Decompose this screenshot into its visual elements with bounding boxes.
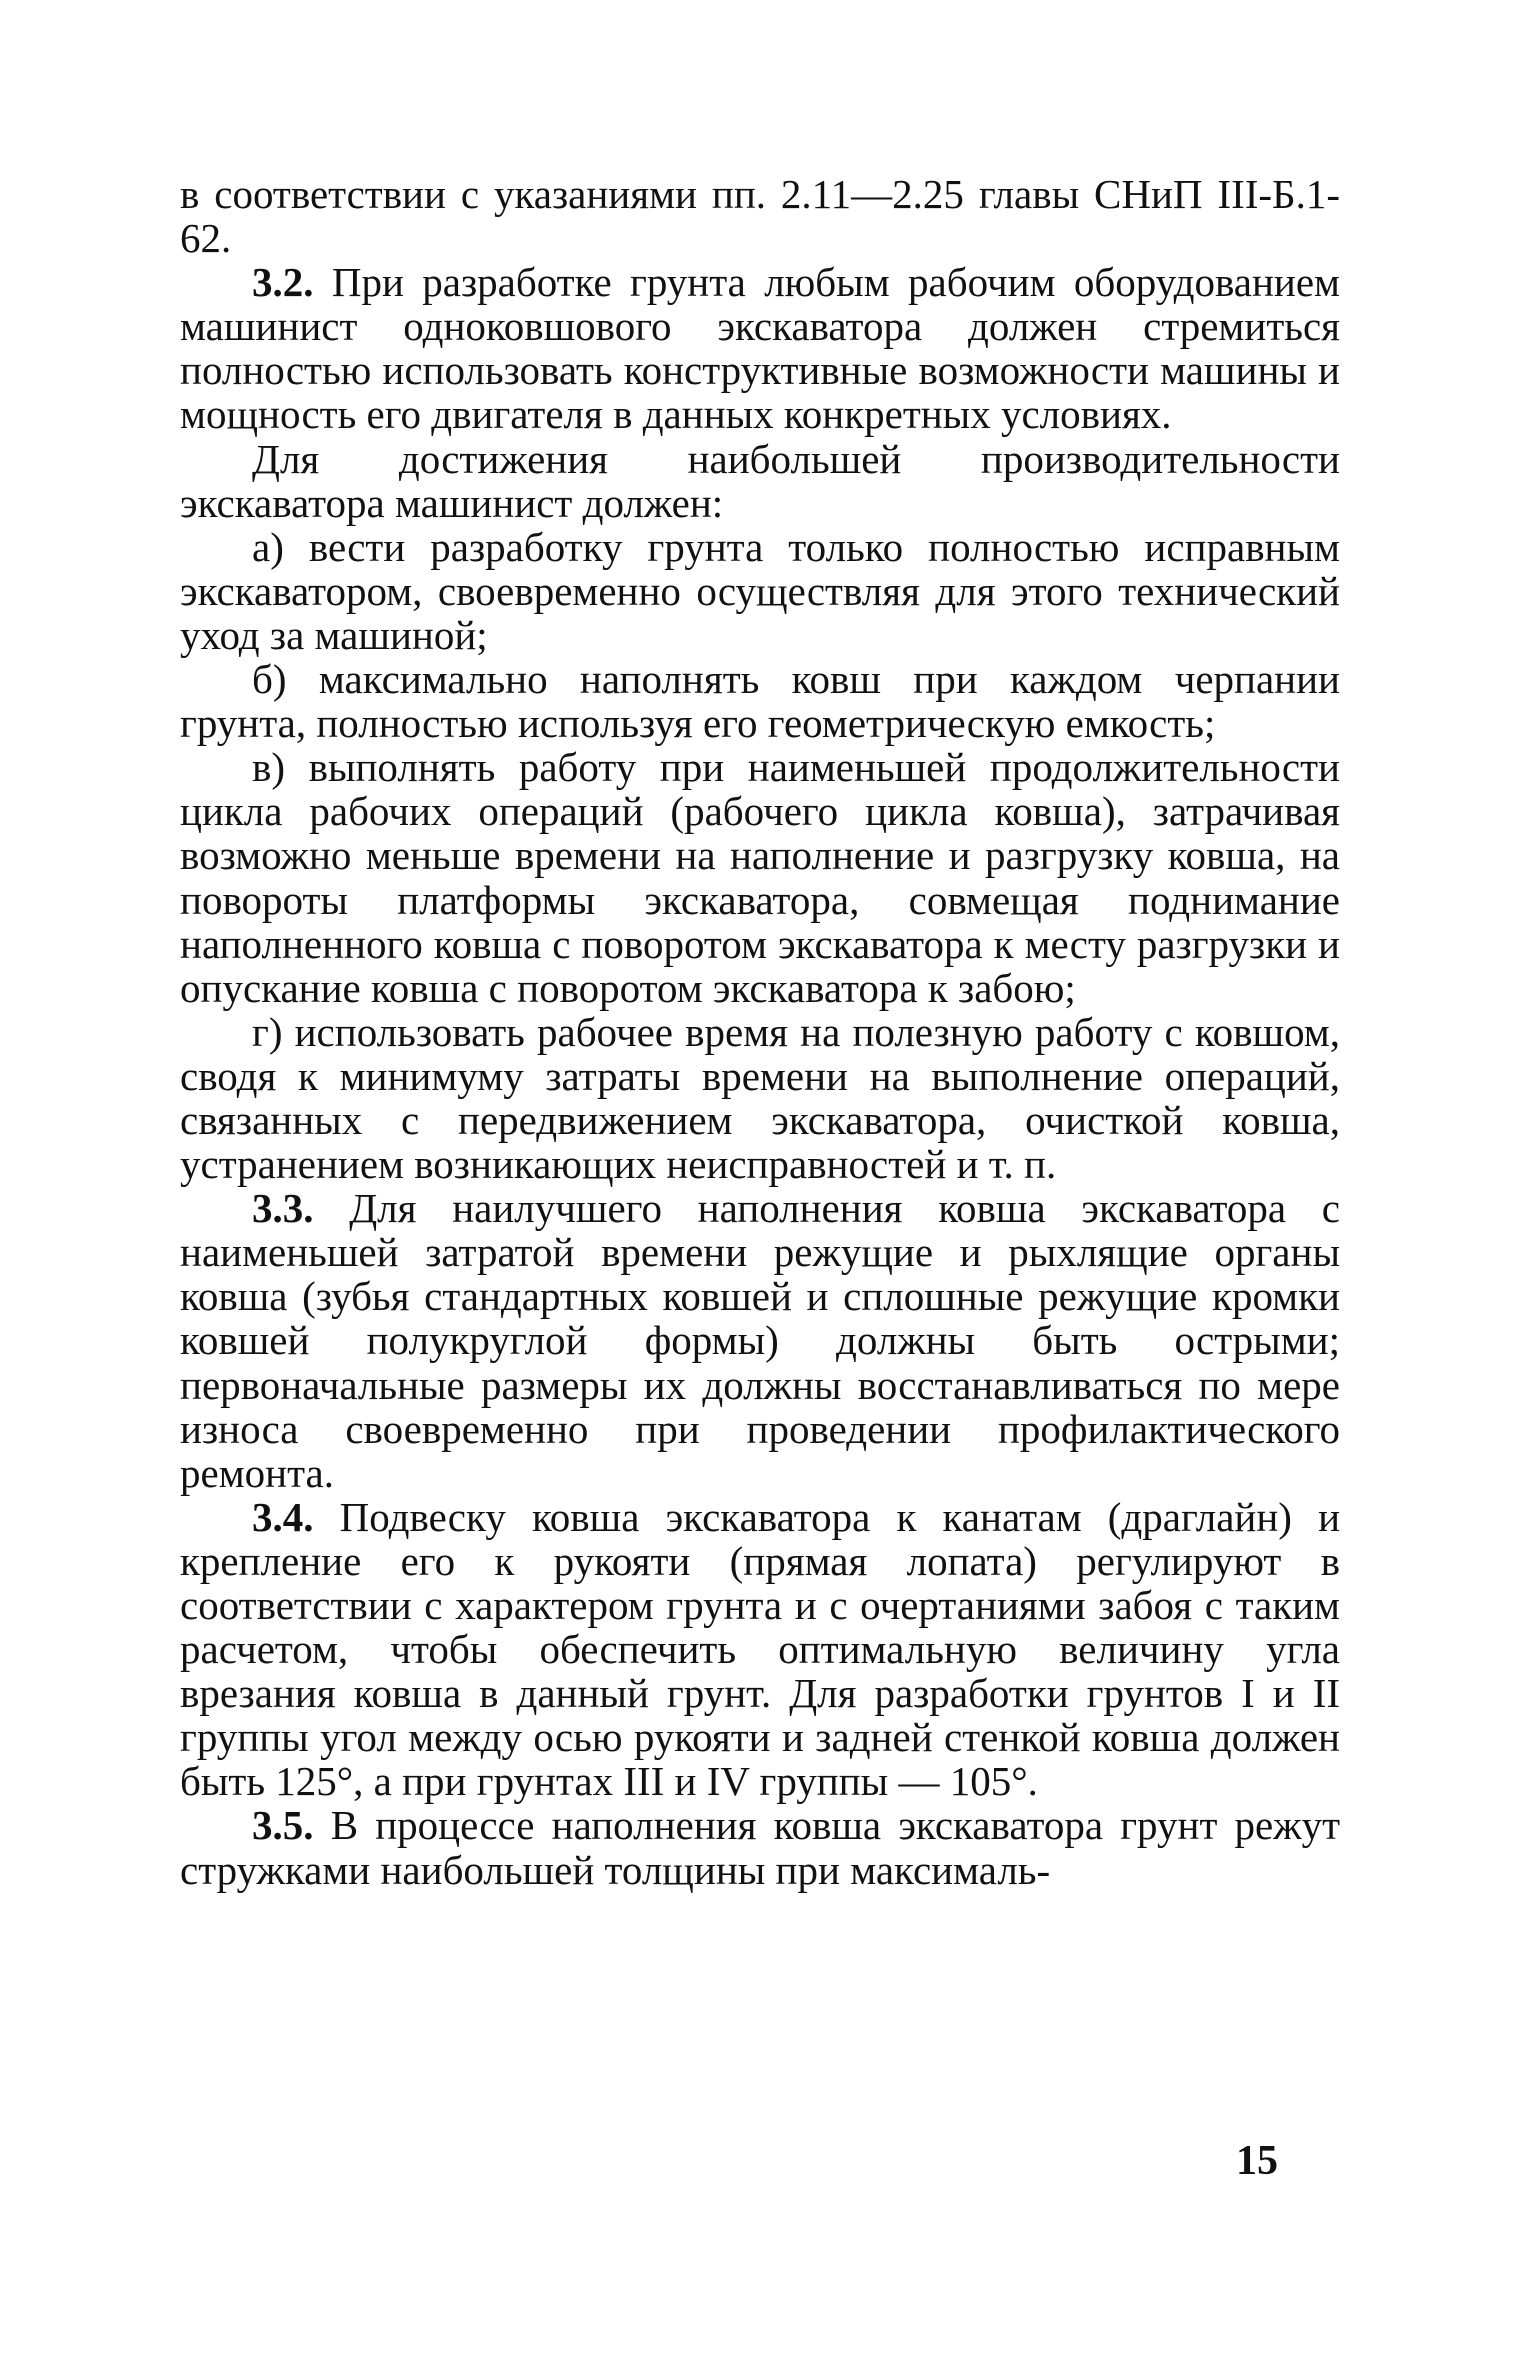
paragraph-3-4 [180, 1495, 1340, 1804]
list-item-a: а) вести разработку грунта только полностью исправным экскаватором, своевременно осуществляя для этого технический уход за машиной; [180, 523, 1340, 658]
body-text [180, 172, 1340, 1892]
paragraph-text: При разработке грунта любым рабочим оборудованием машинист одноковшового экскаватора должен стремиться полностью использовать конструктивные возможности машины и мощность его двигателя в данных конкретных условиях. [180, 259, 1340, 438]
paragraph-intro-list: Для достижения наибольшей производительности экскаватора машинист должен: [180, 435, 1340, 526]
paragraph-number: 3.5. [252, 1802, 314, 1849]
page-number: 15 [1236, 2138, 1278, 2184]
paragraph-number: 3.4. [252, 1493, 314, 1540]
list-item-b: б) максимально наполнять ковш при каждом черпании грунта, полностью используя его геометрическую емкость; [180, 656, 1340, 747]
paragraph-continuation: в соответствии с указаниями пп. 2.11—2.25 главы СНиП III-Б.1-62. [180, 171, 1340, 262]
paragraph-number: 3.2. [252, 259, 314, 306]
paragraph-3-5 [180, 1803, 1340, 1891]
paragraph-text: В процессе наполнения ковша экскаватора грунт режут стружками наибольшей толщины при максималь- [180, 1802, 1340, 1893]
paragraph-text: Для наилучшего наполнения ковша экскаватора с наименьшей затратой времени режущие и рыхлящие органы ковша (зубья стандартных ковшей и сплошные режущие кромки ковшей полукруглой формы) должны быть острыми; первоначальные размеры их должны восстанавливаться по мере износа своевременно при проведении профилактического ремонта. [180, 1185, 1341, 1496]
list-item-g: г) использовать рабочее время на полезную работу с ковшом, сводя к минимуму затраты времени на выполнение операций, связанных с передвижением экскаватора, очисткой ковша, устранением возникающих неисправностей и т. п. [180, 1008, 1340, 1188]
list-item-v: в) выполнять работу при наименьшей продолжительности цикла рабочих операций (рабочего цикла ковша), затрачивая возможно меньше времени на наполнение и разгрузку ковша, на повороты платформы экскаватора, совмещая поднимание наполненного ковша с поворотом экскаватора к месту разгрузки и опускание ковша с поворотом экскаватора к забою; [180, 744, 1340, 1011]
paragraph-3-3 [180, 1186, 1340, 1495]
paragraph-3-2 [180, 260, 1340, 436]
paragraph-number: 3.3. [252, 1185, 314, 1232]
paragraph-text: Подвеску ковша экскаватора к канатам (драглайн) и крепление его к рукояти (прямая лопата) регулируют в соответствии с характером грунта и с очертаниями забоя с таким расчетом, чтобы обеспечить оптимальную величину угла врезания ковша в данный грунт. Для разработки грунтов I и II группы угол между осью рукояти и задней стенкой ковша должен быть 125°, а при грунтах III и IV группы — 105°. [180, 1493, 1341, 1805]
